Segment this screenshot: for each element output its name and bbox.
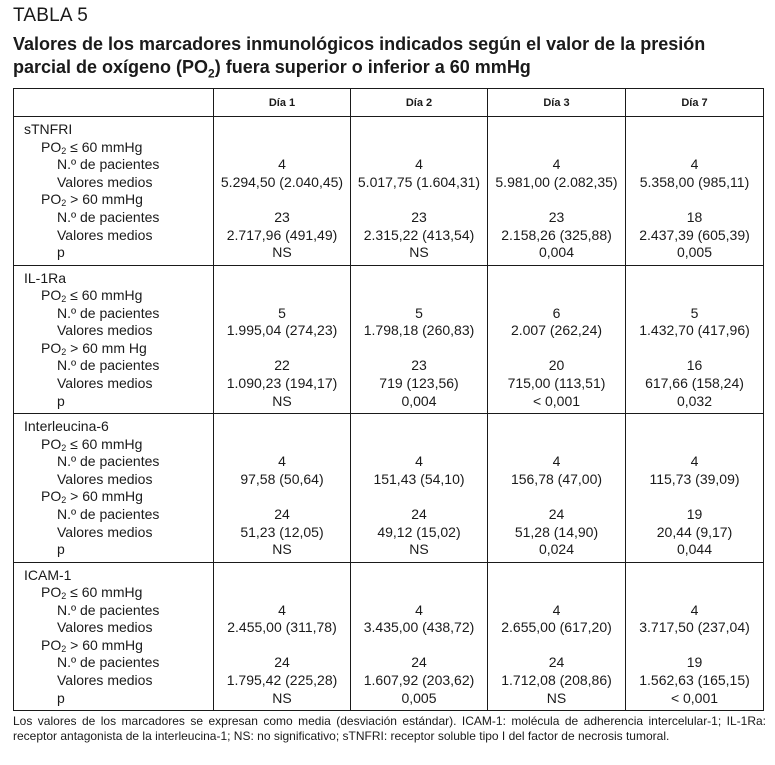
mean-value: 3.717,50 (237,04) <box>639 619 750 636</box>
group-label-prefix: PO <box>41 584 62 601</box>
spacer <box>351 270 487 288</box>
mean-value: 5.358,00 (985,11) <box>639 173 750 190</box>
group-label-prefix: PO <box>41 191 62 208</box>
table-footnote: Los valores de los marcadores se expresan como media (desviación estándar). ICAM-1: molécula de adherencia intercelular-1; IL-1Ra: receptor antagonista de la interleucina-1; NS: no significativo; sTNFRI: receptor soluble tipo I del factor de necrosis tumoral. <box>13 714 766 743</box>
group-label-suffix: > 60 mm Hg <box>66 339 147 356</box>
mean-value: 715,00 (113,51) <box>507 375 606 392</box>
group-label-suffix: > 60 mmHg <box>66 488 143 505</box>
value-stack <box>488 117 625 262</box>
patients-value: 5 <box>415 304 423 321</box>
spacer <box>488 584 625 602</box>
group-label <box>14 340 213 358</box>
patients-value: 23 <box>548 208 565 225</box>
group-label-suffix: ≤ 60 mmHg <box>66 287 143 304</box>
value-stack <box>626 117 763 262</box>
patients-value: 4 <box>278 453 286 470</box>
spacer <box>488 436 625 454</box>
section-label-cell <box>14 414 214 563</box>
section-row <box>14 265 764 414</box>
patients-value: 16 <box>686 357 703 374</box>
spacer <box>351 340 487 358</box>
patients-value: 18 <box>686 208 703 225</box>
mean-value: 2.455,00 (311,78) <box>227 619 337 636</box>
value-stack <box>214 414 350 559</box>
group-label-subscript: 2 <box>61 495 67 506</box>
mean-label: Valores medios <box>57 375 153 392</box>
value-stack <box>488 563 625 708</box>
patients-value: 4 <box>690 601 699 618</box>
patients-value: 4 <box>552 156 561 173</box>
mean-value: 2.158,26 (325,88) <box>501 226 612 243</box>
spacer <box>488 418 625 436</box>
group-label-prefix: PO <box>41 138 62 155</box>
patients-label: N.º de pacientes <box>57 453 160 470</box>
value-stack <box>626 414 763 559</box>
p-value: 0,005 <box>401 689 437 706</box>
p-value: 0,005 <box>676 244 713 261</box>
value-cell <box>351 265 488 414</box>
patients-value: 5 <box>278 304 286 321</box>
p-value: NS <box>409 244 429 261</box>
p-value: NS <box>272 689 292 706</box>
section-row <box>14 117 764 266</box>
spacer <box>626 121 763 139</box>
value-cell <box>488 562 626 711</box>
spacer <box>214 340 350 358</box>
group-label-suffix: > 60 mmHg <box>66 636 143 653</box>
section-label-stack <box>14 266 213 411</box>
mean-label: Valores medios <box>57 523 153 540</box>
spacer <box>214 488 350 506</box>
mean-value: 20,44 (9,17) <box>656 523 733 540</box>
value-cell <box>488 414 626 563</box>
value-stack <box>626 563 763 708</box>
column-header: Día 1 <box>214 89 351 117</box>
mean-value: 1.712,08 (208,86) <box>501 672 612 689</box>
group-label <box>14 584 213 602</box>
group-label-prefix: PO <box>41 287 62 304</box>
spacer <box>351 584 487 602</box>
mean-label: Valores medios <box>57 619 153 636</box>
group-label-prefix: PO <box>41 339 62 356</box>
value-cell <box>626 117 764 266</box>
group-label-suffix: > 60 mmHg <box>66 191 143 208</box>
spacer <box>214 139 350 157</box>
spacer <box>626 139 763 157</box>
patients-value: 19 <box>686 505 703 522</box>
spacer <box>626 270 763 288</box>
table-label: TABLA 5 <box>13 5 88 26</box>
group-label <box>14 287 213 305</box>
patients-value: 4 <box>552 453 561 470</box>
patients-value: 23 <box>274 208 290 225</box>
spacer <box>351 567 487 585</box>
p-value: NS <box>272 392 292 409</box>
spacer <box>214 637 350 655</box>
value-cell <box>351 562 488 711</box>
spacer <box>488 270 625 288</box>
mean-value: 1.562,63 (165,15) <box>639 672 750 689</box>
value-cell <box>214 117 351 266</box>
group-label-subscript: 2 <box>61 198 67 209</box>
data-table <box>13 88 764 711</box>
spacer <box>214 567 350 585</box>
mean-value: 1.995,04 (274,23) <box>226 322 338 339</box>
column-header: Día 7 <box>626 89 764 117</box>
spacer <box>626 488 763 506</box>
value-stack <box>488 266 625 411</box>
spacer <box>214 418 350 436</box>
spacer <box>351 191 487 209</box>
patients-label: N.º de pacientes <box>57 654 160 671</box>
patients-label: N.º de pacientes <box>57 304 160 321</box>
group-label-subscript: 2 <box>61 145 67 156</box>
patients-label: N.º de pacientes <box>57 156 160 173</box>
patients-value: 4 <box>278 601 286 618</box>
mean-value: 2.655,00 (617,20) <box>501 619 612 636</box>
patients-value: 4 <box>552 601 561 618</box>
spacer <box>626 191 763 209</box>
patients-label: N.º de pacientes <box>57 601 160 618</box>
group-label-subscript: 2 <box>61 294 67 305</box>
p-value: < 0,001 <box>670 689 719 706</box>
spacer <box>488 121 625 139</box>
patients-value: 4 <box>690 156 699 173</box>
p-label: p <box>57 392 65 409</box>
mean-value: 5.017,75 (1.604,31) <box>357 173 481 190</box>
spacer <box>214 270 350 288</box>
section-row <box>14 414 764 563</box>
spacer <box>626 637 763 655</box>
mean-value: 49,12 (15,02) <box>377 523 461 540</box>
spacer <box>488 340 625 358</box>
group-label-suffix: ≤ 60 mmHg <box>66 435 143 452</box>
marker-name: sTNFRI <box>24 121 73 137</box>
spacer <box>214 584 350 602</box>
group-label-suffix: ≤ 60 mmHg <box>66 584 143 601</box>
mean-value: 1.090,23 (194,17) <box>226 375 338 392</box>
mean-label: Valores medios <box>57 322 153 339</box>
group-label-subscript: 2 <box>61 442 67 453</box>
value-stack <box>351 563 487 708</box>
p-value: 0,004 <box>538 244 575 261</box>
patients-label: N.º de pacientes <box>57 505 160 522</box>
patients-value: 4 <box>415 156 423 173</box>
value-cell <box>351 117 488 266</box>
value-stack <box>626 266 763 411</box>
spacer <box>488 191 625 209</box>
p-value: NS <box>272 541 292 558</box>
caption-text: Valores de los marcadores inmunológicos indicados según el valor de la presión parcial de oxígeno (PO <box>13 34 706 77</box>
column-header: Día 3 <box>488 89 626 117</box>
patients-value: 24 <box>548 505 565 522</box>
caption-text-end: ) fuera superior o inferior a 60 mmHg <box>214 57 531 77</box>
mean-value: 51,28 (14,90) <box>514 523 599 540</box>
mean-value: 1.795,42 (225,28) <box>226 672 338 689</box>
spacer <box>214 191 350 209</box>
spacer <box>626 436 763 454</box>
p-value: NS <box>546 689 567 706</box>
p-value: < 0,001 <box>532 392 581 409</box>
group-label-prefix: PO <box>41 435 62 452</box>
p-value: 0,032 <box>676 392 713 409</box>
section-label-cell <box>14 117 214 266</box>
patients-value: 24 <box>548 654 565 671</box>
p-value: NS <box>409 541 429 558</box>
spacer <box>488 567 625 585</box>
section-label-cell <box>14 265 214 414</box>
value-cell <box>214 562 351 711</box>
patients-value: 22 <box>274 357 290 374</box>
spacer <box>214 121 350 139</box>
mean-value: 2.717,96 (491,49) <box>226 226 338 243</box>
mean-value: 1.798,18 (260,83) <box>363 322 475 339</box>
group-label <box>14 139 213 157</box>
mean-value: 156,78 (47,00) <box>510 470 603 487</box>
spacer <box>351 418 487 436</box>
spacer <box>488 488 625 506</box>
mean-value: 1.432,70 (417,96) <box>639 322 750 339</box>
marker-name: ICAM-1 <box>24 566 72 583</box>
group-label-prefix: PO <box>41 488 62 505</box>
mean-value: 151,43 (54,10) <box>373 470 465 487</box>
p-label: p <box>57 541 65 558</box>
section-label-stack <box>14 414 213 559</box>
group-label <box>14 191 213 209</box>
patients-value: 4 <box>415 453 423 470</box>
patients-value: 6 <box>552 304 561 321</box>
group-label <box>14 488 213 506</box>
patients-label: N.º de pacientes <box>57 208 160 225</box>
value-stack <box>488 414 625 559</box>
header-row <box>14 89 764 117</box>
group-label-prefix: PO <box>41 636 62 653</box>
spacer <box>351 436 487 454</box>
value-cell <box>488 265 626 414</box>
spacer <box>626 584 763 602</box>
mean-label: Valores medios <box>57 226 153 243</box>
mean-label: Valores medios <box>57 470 153 487</box>
mean-value: 617,66 (158,24) <box>645 375 744 392</box>
value-cell <box>214 265 351 414</box>
value-cell <box>488 117 626 266</box>
value-cell <box>626 265 764 414</box>
patients-label: N.º de pacientes <box>57 357 160 374</box>
value-stack <box>351 117 487 262</box>
spacer <box>214 436 350 454</box>
marker-name: IL-1Ra <box>24 269 67 286</box>
marker-name: Interleucina-6 <box>24 418 109 434</box>
value-cell <box>626 562 764 711</box>
patients-value: 4 <box>278 156 286 173</box>
header-blank <box>14 89 214 117</box>
p-label: p <box>57 689 65 706</box>
spacer <box>351 287 487 305</box>
p-value: 0,044 <box>676 541 713 558</box>
mean-value: 2.315,22 (413,54) <box>363 226 475 243</box>
spacer <box>488 637 625 655</box>
p-value: 0,004 <box>401 392 437 409</box>
section-label-stack <box>14 117 213 262</box>
mean-label: Valores medios <box>57 672 153 689</box>
value-stack <box>351 266 487 411</box>
mean-value: 51,23 (12,05) <box>240 523 324 540</box>
patients-value: 24 <box>274 654 290 671</box>
spacer <box>488 139 625 157</box>
column-header: Día 2 <box>351 89 488 117</box>
value-stack <box>214 117 350 262</box>
patients-value: 4 <box>690 453 699 470</box>
table-caption <box>13 33 763 79</box>
spacer <box>214 287 350 305</box>
value-stack <box>351 414 487 559</box>
value-stack <box>214 266 350 411</box>
mean-value: 2.437,39 (605,39) <box>639 226 750 243</box>
spacer <box>626 418 763 436</box>
p-label: p <box>57 244 65 261</box>
value-cell <box>351 414 488 563</box>
patients-value: 24 <box>411 654 427 671</box>
group-label-suffix: ≤ 60 mmHg <box>66 138 143 155</box>
p-value: 0,024 <box>538 541 575 558</box>
group-label-subscript: 2 <box>61 591 67 602</box>
spacer <box>626 567 763 585</box>
mean-value: 5.294,50 (2.040,45) <box>220 173 344 190</box>
spacer <box>351 637 487 655</box>
patients-value: 20 <box>548 357 565 374</box>
patients-value: 24 <box>411 505 427 522</box>
group-label <box>14 637 213 655</box>
patients-value: 4 <box>415 601 423 618</box>
section-label-cell <box>14 562 214 711</box>
patients-value: 23 <box>411 357 427 374</box>
mean-label: Valores medios <box>57 173 153 190</box>
value-stack <box>214 563 350 708</box>
spacer <box>626 287 763 305</box>
patients-value: 5 <box>690 304 699 321</box>
group-label-subscript: 2 <box>61 346 67 357</box>
value-cell <box>214 414 351 563</box>
p-value: NS <box>272 244 292 261</box>
patients-value: 24 <box>274 505 290 522</box>
section-row <box>14 562 764 711</box>
mean-value: 719 (123,56) <box>379 375 459 392</box>
spacer <box>351 139 487 157</box>
spacer <box>488 287 625 305</box>
spacer <box>351 121 487 139</box>
section-label-stack <box>14 563 213 708</box>
mean-value: 1.607,92 (203,62) <box>363 672 475 689</box>
spacer <box>626 340 763 358</box>
group-label <box>14 436 213 454</box>
mean-value: 97,58 (50,64) <box>240 470 324 487</box>
mean-value: 3.435,00 (438,72) <box>363 619 475 636</box>
caption-subscript: 2 <box>208 66 215 81</box>
mean-value: 2.007 (262,24) <box>510 322 603 339</box>
mean-value: 115,73 (39,09) <box>649 470 740 487</box>
patients-value: 19 <box>686 654 703 671</box>
spacer <box>351 488 487 506</box>
patients-value: 23 <box>411 208 427 225</box>
value-cell <box>626 414 764 563</box>
mean-value: 5.981,00 (2.082,35) <box>495 173 618 190</box>
group-label-subscript: 2 <box>61 643 67 654</box>
